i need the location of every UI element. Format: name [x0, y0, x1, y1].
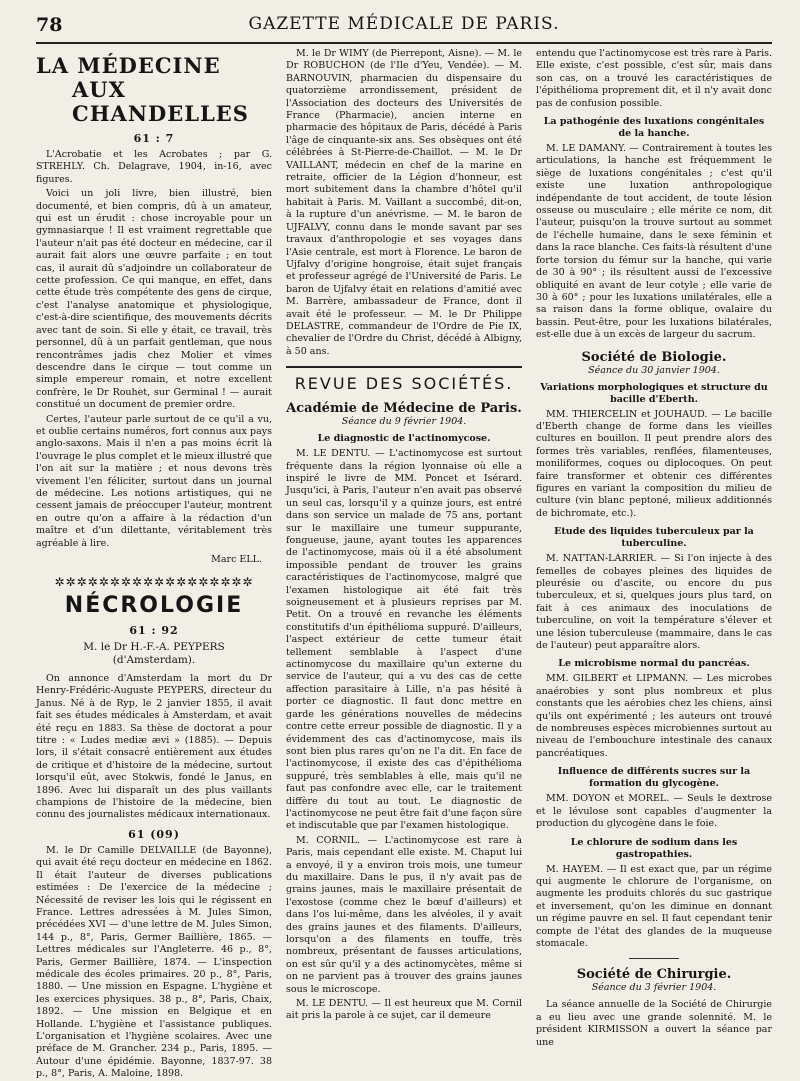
- paragraph: M. LE DAMANY. — Contrairement à toutes les articulations, la hanche est fréquemment le siège de luxations congénitales ; c'est qu'il existe une luxation anthropologique indépendante de tout accident, de toute lésion osseuse ou musculaire ; elle mérite ce nom, dit l'auteur, puisqu'on la trouve surtout au sommet de l'échelle humaine, dans le sexe féminin et dans la race blanche. Ces faits-là résultent d'une forte torsion du fémur sur la hanche, qui varie de 30 à 90° ; ils résultent aussi de l'excessive obliquité en avant de leur cotyle ; elle varie de 30 à 60° ; pour les luxations unilatérales, elle a sa raison dans la forme oblique, ovalaire du bassin. Peut-être, pour les luxations bilatérales, est-elle due à un excès de largeur du sacrum.: [536, 143, 772, 341]
- rubric-banner: [36, 54, 272, 126]
- society-title: Société de Chirurgie.: [576, 967, 732, 983]
- topic-heading: Etude des liquides tuberculeux par la tuberculine.: [554, 526, 754, 550]
- society-title: Académie de Médecine de Paris.: [286, 401, 522, 417]
- section-rule: [286, 366, 522, 368]
- paragraph: On annonce d'Amsterdam la mort du Dr Henry-Frédéric-Auguste PEYPERS, directeur du Janus. Né à de Ryp, le 2 janvier 1855, il avait fait ses études médicales à Amsterdam, et avait été reçu en 1883. Sa thèse de doctorat a pour titre : « Ludes mediæ ævi » (1885). — Depuis lors, il s'était consacré entièrement aux études de critique et d'histoire de la médecine, surtout lorsqu'il eût, avec Stokwis, fondé le Janus, en 1896. Avec lui disparaît un des plus vaillants champions de l'histoire de la médecine, bien connu des journalistes médicaux internationaux.: [36, 673, 272, 821]
- paragraph: M. CORNIL. — L'actinomycose est rare à Paris, mais cependant elle existe. M. Chaput lui a envoyé, il y a environ trois mois, une tumeur du maxillaire. Dans le pus, il n'y avait pas de grains jaunes, mais le maxillaire présentait de l'exostose (comme chez le bœuf d'ailleurs) et dans l'os lui-même, dans les alvéoles, il y avait des grains jaunes et des filaments. D'ailleurs, lorsqu'on a des filaments en touffe, très nombreux, présentant de fausses articulations, on est sûr qu'il y a des actinomycètes, même si on ne parvient pas à trouver des grains jaunes sous le microscope.: [286, 834, 522, 995]
- topic-heading: Le chlorure de sodium dans les gastropathies.: [570, 836, 738, 860]
- paragraph: entendu que l'actinomycose est très rare à Paris. Elle existe, c'est possible, c'est sûr, mais dans son cas, on a trouvé les caractéristiques de l'épithélioma proprement dit, et il n'y avait donc pas de confusion possible.: [536, 48, 773, 109]
- divider: [629, 958, 679, 959]
- signature: Marc ELL.: [211, 554, 262, 565]
- classification-number: 61 (09): [128, 827, 180, 841]
- topic-heading: La pathogénie des luxations congénitales de la hanche.: [543, 116, 765, 140]
- session-date: Séance du 30 janvier 1904.: [588, 364, 720, 376]
- column-1: [36, 48, 272, 1080]
- session-date: Séance du 3 février 1904.: [591, 982, 717, 994]
- paragraph: MM. THIERCELIN et JOUHAUD. — Le bacille d'Eberth change de forme dans les vieilles cultures en bouillon. Il peut prendre alors des formes très variables, renflées, filamenteuses, moniliformes, coques ou diplocoques. On peut faire transformer et obtenir ces différentes figures en variant la composition du milieu de culture (vin blanc peptoné, milieux additionnés de bichromate, etc.).: [536, 408, 772, 519]
- paragraph: La séance annuelle de la Société de Chirurgie a eu lieu avec une grande solennité. M. le président KIRMISSON a ouvert la séance par une: [536, 999, 772, 1048]
- society-title: Société de Biologie.: [581, 349, 727, 365]
- obituary-heading: [36, 641, 272, 667]
- banner-line-1: LA MÉDECINE: [36, 53, 221, 78]
- page-number: 78: [36, 14, 63, 36]
- running-title: GAZETTE MÉDICALE DE PARIS.: [248, 14, 560, 34]
- topic-heading: Le diagnostic de l'actinomycose.: [317, 433, 491, 445]
- paragraph: M. le Dr Camille DELVAILLE (de Bayonne), qui avait été reçu docteur en médecine en 1862. Il était l'auteur de diverses publications estimées : De l'exercice de la médecine ; Nécessité de reviser les lois qui le régissent en France. Lettres adressées à M. Jules Simon, précédées XVI — d'une lettre de M. Jules Simon, 144 p., 8°, Paris, Germer Baillière, 1865. — Lettres médicales sur l'Angleterre. 46 p., 8°, Paris, Germer Baillière, 1874. — L'inspection médicale des écoles primaires. 20 p., 8°, Paris, 1880. — Une mission en Espagne. L'hygiène et les exercices physiques. 38 p., 8°, Paris, Chaix, 1892. — Une mission en Belgique et en Hollande. L'hygiène et l'assistance publiques. L'organisation et l'hygiène scolaires. Avec une préface de M. Grancher. 234 p., Paris, 1895. — Autour d'une épidémie. Bayonne, 1837-97. 38 p., 8°, Paris, A. Maloine, 1898.: [36, 844, 272, 1080]
- topic-heading: Influence de différents sucres sur la formation du glycogène.: [557, 766, 751, 790]
- page-header: [36, 10, 772, 44]
- paragraph: MM. DOYON et MOREL. — Seuls le dextrose et le lévulose sont capables d'augmenter la production du glycogène dans le foie.: [536, 793, 772, 830]
- paragraph: M. NATTAN-LARRIER. — Si l'on injecte à des femelles de cobayes pleines des liquides de pleurésie ou d'ascite, ou encore du pus tuberculeux, et si, quelques jours plus tard, on fait à ces animaux des inoculations de tuberculine, on voit la température s'élever et une lésion tuberculeuse (mammaire, dans le cas de l'auteur) peut apparaître alors.: [536, 553, 772, 652]
- section-title-revue: REVUE DES SOCIÉTÉS.: [294, 374, 514, 394]
- columns: [36, 48, 773, 1080]
- paragraph: Certes, l'auteur parle surtout de ce qu'il a vu, et oublie certains numéros, fort connus aux pays anglo-saxons. Mais il n'en a pas moins écrit là l'ouvrage le plus complet et le mieux illustré que l'on ait sur la matière ; et nous devons très vivement l'en féliciter, surtout dans un journal de médecine. Les notions artistiques, qui ne cessent jamais de préoccuper l'auteur, montrent en outre qu'on a affaire à la rédaction d'un maître et d'un dilettante, véritablement très agréable à lire.: [36, 413, 272, 549]
- column-3: [536, 48, 773, 1048]
- column-2: [286, 48, 522, 1033]
- paragraph: M. LE DENTU. — Il est heureux que M. Cornil ait pris la parole à ce sujet, car il demeure: [286, 998, 522, 1022]
- topic-heading: Variations morphologiques et structure du bacille d'Eberth.: [540, 381, 768, 405]
- banner-line-2: AUX CHANDELLES: [72, 77, 249, 126]
- book-title: L'Acrobatie et les Acrobates ; par G. STREHLY. Ch. Delagrave, 1904, in-16, avec figures.: [36, 149, 272, 185]
- paragraph: Voici un joli livre, bien illustré, bien documenté, et bien compris, dû à un amateur, qui est un érudit : chose incroyable pour un gymnasiarque ! Il est vraiment regrettable que l'auteur n'ait pas été docteur en médecine, car il aurait fait alors une œuvre parfaite ; en tout cas, il aurait dû s'adjoindre un collaborateur de cette profession. Ce qui manque, en effet, dans cette étude très compétente des gens de cirque, c'est l'analyse anatomique et physiologique, c'est-à-dire scientifique, des mouvements décrits avec tant de soin. Si elle y était, ce travail, très personnel, dû à un parfait gentleman, que nous rencontrâmes jadis chez Molier et vîmes descendre dans le cirque — tout comme un simple empereur romain, et notre excellent confrère, le Dr Rouhet, sur Germinal ! — aurait constitué un document de premier ordre.: [36, 188, 272, 411]
- obituary-place: (d'Amsterdam).: [112, 654, 196, 666]
- section-title-necrologie: NÉCROLOGIE: [64, 593, 244, 618]
- obituary-name: M. le Dr H.-F.-A. PEYPERS: [83, 641, 225, 653]
- classification-number: 61 : 92: [129, 624, 179, 637]
- paragraph: M. HAYEM. — Il est exact que, par un régime qui augmente le chlorure de l'organisme, on augmente les produits chlorés du suc gastrique et inversement, qu'on les diminue en donnant un régime pauvre en sel. Il faut cependant tenir compte de l'état des glandes de la muqueuse stomacale.: [536, 863, 772, 949]
- paragraph: MM. GILBERT et LIPMANN. — Les microbes anaérobies y sont plus nombreux et plus constants que les aérobies chez les chiens, ainsi qu'ils ont expérimenté ; les auteurs ont trouvé de nombreuses espèces microbiennes surtout au niveau de l'embouchure intestinale des canaux pancréatiques.: [536, 673, 772, 759]
- ornament-divider: ✲✲✲✲✲✲✲✲✲✲✲✲✲✲✲✲✲✲: [54, 575, 254, 589]
- topic-heading: Le microbisme normal du pancréas.: [558, 658, 750, 670]
- classification-number: 61 : 7: [133, 132, 175, 145]
- paragraph: M. LE DENTU. — L'actinomycose est surtout fréquente dans la région lyonnaise où elle a inspiré le livre de MM. Poncet et Isérard. Jusqu'ici, à Paris, l'auteur n'en avait pas observé un seul cas, lorsqu'il y a quinze jours, est entré dans son service un malade de 75 ans, portant sur le maxillaire une tumeur suppurante, fongueuse, jaune, ayant toutes les apparences de l'actinomycose, mais où il a été absolument impossible pendant de trouver les grains caractéristiques de l'actinomycose, malgré que l'examen histologique ait été fait très soigneusement et à plusieurs reprises par M. Petit. On a trouvé en revanche les éléments constitutifs d'un épithélioma suppuré. D'ailleurs, l'aspect extérieur de cette tumeur était tellement semblable à l'aspect d'une actinomycose du maxillaire qu'un externe du service de l'auteur, qui a vu des cas de cette affection parasitaire à Lille, n'a pas hésité à porter ce diagnostic. Il faut donc mettre en garde les générations nouvelles de médecins contre cette erreur possible de diagnostic. Il y a évidemment des cas d'actinomycose, mais ils sont bien plus rares qu'on ne l'a dit. En face de l'actinomycose, il existe des cas d'épithélioma suppuré, très semblables à elle, mais qu'il ne faut pas confondre avec elle, car le traitement diffère du tout au tout. Le diagnostic de l'actinomycose ne peut être fait d'une façon sûre et indiscutable que par l'examen histologique.: [286, 448, 522, 832]
- session-date: Séance du 9 février 1904.: [341, 416, 467, 428]
- paragraph: M. le Dr WIMY (de Pierrepont, Aisne). — M. le Dr ROBUCHON (de l'Ile d'Yeu, Vendée). — M. BARNOUVIN, pharmacien du dispensaire du quatorzième arrondissement, président de l'Association des docteurs des Universités de France (Pharmacie), ancien interne en pharmacie des hôpitaux de Paris, décédé à Paris l'âge de cinquante-six ans. Ses obsèques ont été célébrées à St-Pierre-de-Chaillot. — M. le Dr VAILLANT, médecin en chef de la marine en retraite, officier de la Légion d'honneur, est mort subitement dans la chambre d'hôtel qu'il habitait à Paris. M. Vaillant a succombé, dit-on, à la rupture d'un anévrisme. — M. le baron de UJFALVY, connu dans le monde savant par ses travaux d'anthropologie et ses voyages dans l'Asie centrale, est mort à Florence. Le baron de Ujfalvy d'origine hongroise, était sujet français et professeur agrégé de l'Université de Paris. Le baron de Ujfalvy était en relations d'amitié avec M. Barrère, ambassadeur de France, dont il avait été le professeur. — M. le Dr Philippe DELASTRE, commandeur de l'Ordre de Pie IX, chevalier de l'Ordre du Christ, décédé à Albigny, à 50 ans.: [286, 48, 522, 357]
